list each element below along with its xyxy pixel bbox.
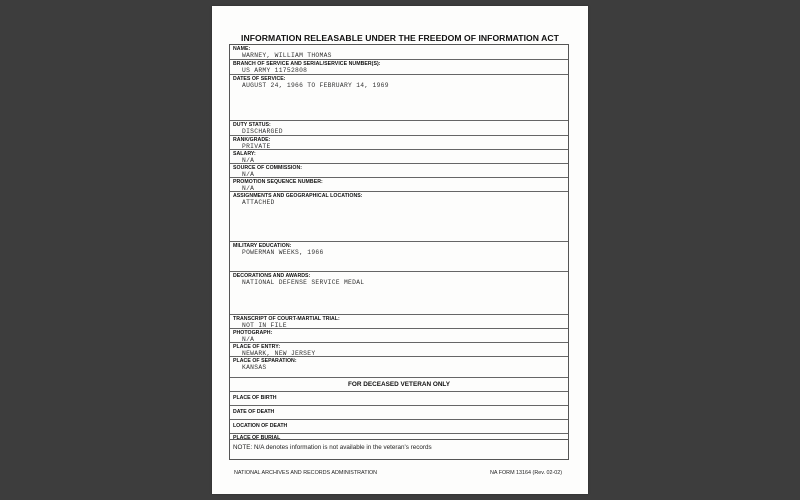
field-value: NOT IN FILE (242, 322, 287, 329)
field-value: N/A (242, 171, 255, 178)
field-value: N/A (242, 185, 255, 192)
field-assignments (230, 192, 568, 242)
deceased-label: PLACE OF BIRTH (233, 395, 277, 401)
deceased-location-of-death (230, 420, 568, 434)
field-label: SALARY: (233, 151, 256, 157)
deceased-place-of-birth (230, 392, 568, 406)
field-photograph (230, 329, 568, 343)
deceased-label: DATE OF DEATH (233, 409, 275, 415)
deceased-heading: FOR DECEASED VETERAN ONLY (347, 381, 451, 388)
field-label: NAME: (233, 46, 251, 52)
field-value: NATIONAL DEFENSE SERVICE MEDAL (242, 279, 365, 286)
field-source-of-commission (230, 164, 568, 178)
field-military-education (230, 242, 568, 272)
field-value: DISCHARGED (242, 128, 283, 135)
deceased-section-header (230, 378, 568, 392)
deceased-date-of-death (230, 406, 568, 420)
field-duty-status (230, 121, 568, 136)
field-label: PHOTOGRAPH: (233, 330, 273, 336)
note-box (229, 440, 569, 460)
field-value: ATTACHED (242, 199, 275, 206)
footer-agency: NATIONAL ARCHIVES AND RECORDS ADMINISTRATION (234, 470, 378, 476)
field-label: PLACE OF ENTRY: (233, 344, 281, 350)
field-court-martial (230, 315, 568, 329)
field-value: POWERMAN WEEKS, 1966 (242, 249, 324, 256)
field-value: NEWARK, NEW JERSEY (242, 350, 316, 357)
field-rank (230, 136, 568, 150)
field-label: DUTY STATUS: (233, 122, 271, 128)
field-label: TRANSCRIPT OF COURT-MARTIAL TRIAL: (233, 316, 340, 322)
deceased-label: PLACE OF BURIAL (233, 435, 281, 441)
field-label: PROMOTION SEQUENCE NUMBER: (233, 179, 323, 185)
deceased-label: LOCATION OF DEATH (233, 423, 288, 429)
field-place-of-separation (230, 357, 568, 378)
field-value: N/A (242, 336, 255, 343)
field-branch (230, 60, 568, 75)
na-note: NOTE: N/A denotes information is not available in the veteran's records (233, 444, 432, 451)
field-label: SOURCE OF COMMISSION: (233, 165, 303, 171)
field-label: ASSIGNMENTS AND GEOGRAPHICAL LOCATIONS: (233, 193, 363, 199)
field-value: AUGUST 24, 1966 TO FEBRUARY 14, 1969 (242, 82, 389, 89)
field-decorations (230, 272, 568, 315)
field-dates-of-service (230, 75, 568, 121)
field-value: N/A (242, 157, 255, 164)
field-value: US ARMY 11752808 (242, 67, 308, 74)
field-label: RANK/GRADE: (233, 137, 271, 143)
field-label: PLACE OF SEPARATION: (233, 358, 297, 364)
form-frame (229, 44, 569, 440)
form-title: INFORMATION RELEASABLE UNDER THE FREEDOM OF INFORMATION ACT (241, 33, 559, 43)
field-label: DATES OF SERVICE: (233, 76, 286, 82)
document-page (212, 6, 588, 494)
field-label: MILITARY EDUCATION: (233, 243, 292, 249)
field-name (230, 45, 568, 60)
field-promotion-sequence (230, 178, 568, 192)
field-label: DECORATIONS AND AWARDS: (233, 273, 311, 279)
footer-form-number: NA FORM 13164 (Rev. 02-02) (490, 470, 563, 476)
field-value: WARNEY, WILLIAM THOMAS (242, 52, 332, 59)
field-place-of-entry (230, 343, 568, 357)
field-value: KANSAS (242, 364, 267, 371)
field-value: PRIVATE (242, 143, 271, 150)
field-label: BRANCH OF SERVICE AND SERIAL/SERVICE NUMBER(S): (233, 61, 381, 67)
field-salary (230, 150, 568, 164)
